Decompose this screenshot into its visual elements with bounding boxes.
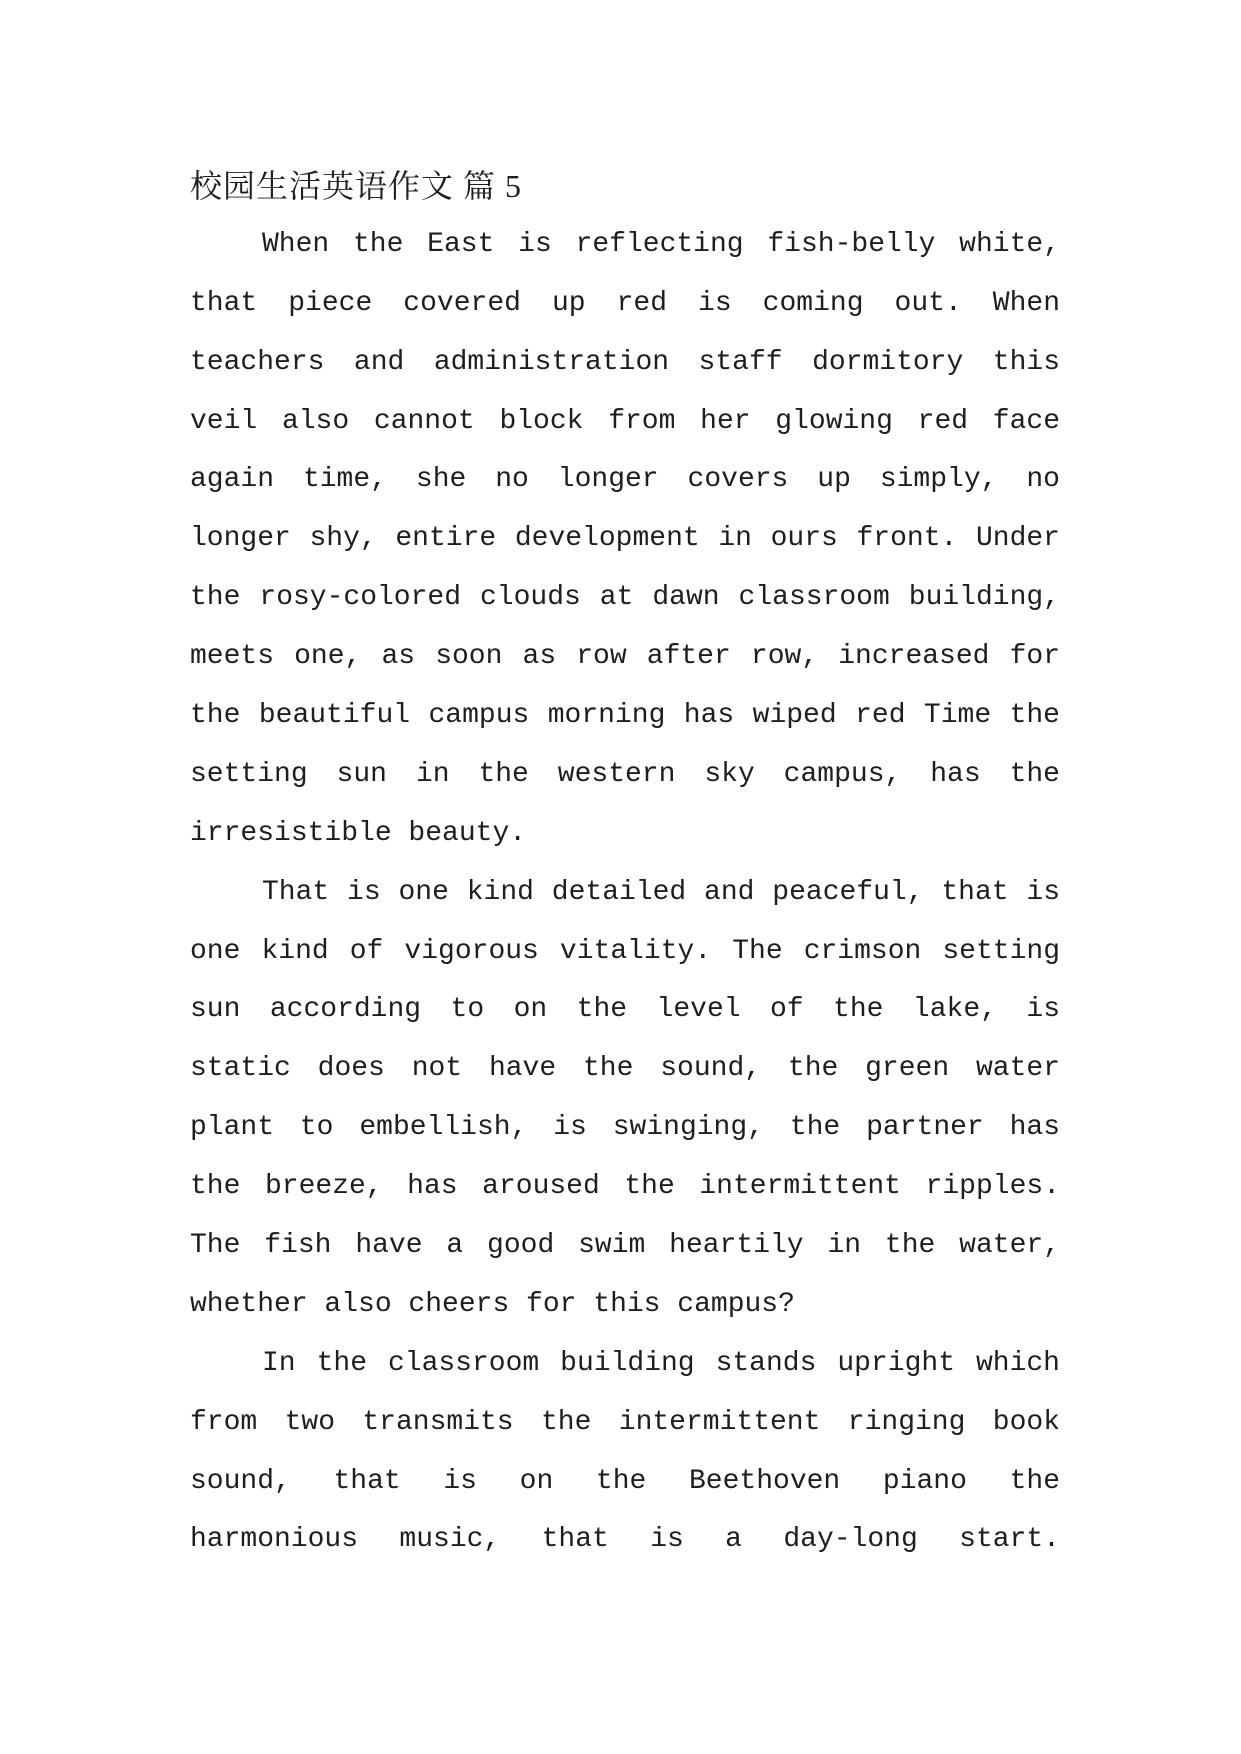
paragraph-3: [190, 1335, 1060, 1571]
text-line: meets one, as soon as row after row, increased for: [190, 641, 1060, 673]
text-line: In the classroom building stands upright which: [262, 1347, 1060, 1379]
text-line: whether also cheers for this campus?: [190, 1288, 795, 1320]
text-line: veil also cannot block from her glowing red face: [190, 405, 1060, 437]
text-line: from two transmits the intermittent ringing book: [190, 1406, 1060, 1438]
text-line: When the East is reflecting fish-belly white,: [262, 228, 1060, 260]
page-title: 校园生活英语作文 篇 5: [190, 168, 523, 204]
text-line: irresistible beauty.: [190, 817, 527, 849]
text-line: the rosy-colored clouds at dawn classroom building,: [190, 582, 1060, 614]
text-line: sun according to on the level of the lake, is: [190, 994, 1060, 1026]
document-body: [190, 157, 1060, 1570]
text-line: longer shy, entire development in ours front. Under: [190, 523, 1060, 555]
text-line: teachers and administration staff dormitory this: [190, 346, 1060, 378]
paragraph-2: [190, 864, 1060, 1335]
text-line: The fish have a good swim heartily in the water,: [190, 1230, 1060, 1262]
text-line: setting sun in the western sky campus, has the: [190, 758, 1060, 790]
text-line: sound, that is on the Beethoven piano the: [190, 1465, 1060, 1497]
text-line: the breeze, has aroused the intermittent ripples.: [190, 1171, 1060, 1203]
text-line: plant to embellish, is swinging, the partner has: [190, 1112, 1060, 1144]
text-line: That is one kind detailed and peaceful, that is: [262, 876, 1060, 908]
text-line: static does not have the sound, the green water: [190, 1053, 1060, 1085]
paragraph-1: [190, 216, 1060, 864]
text-line: again time, she no longer covers up simply, no: [190, 464, 1060, 496]
text-line: harmonious music, that is a day-long start.: [190, 1524, 1060, 1556]
text-line: the beautiful campus morning has wiped red Time the: [190, 700, 1060, 732]
text-line: that piece covered up red is coming out. When: [190, 287, 1060, 319]
text-line: one kind of vigorous vitality. The crimson setting: [190, 935, 1060, 967]
